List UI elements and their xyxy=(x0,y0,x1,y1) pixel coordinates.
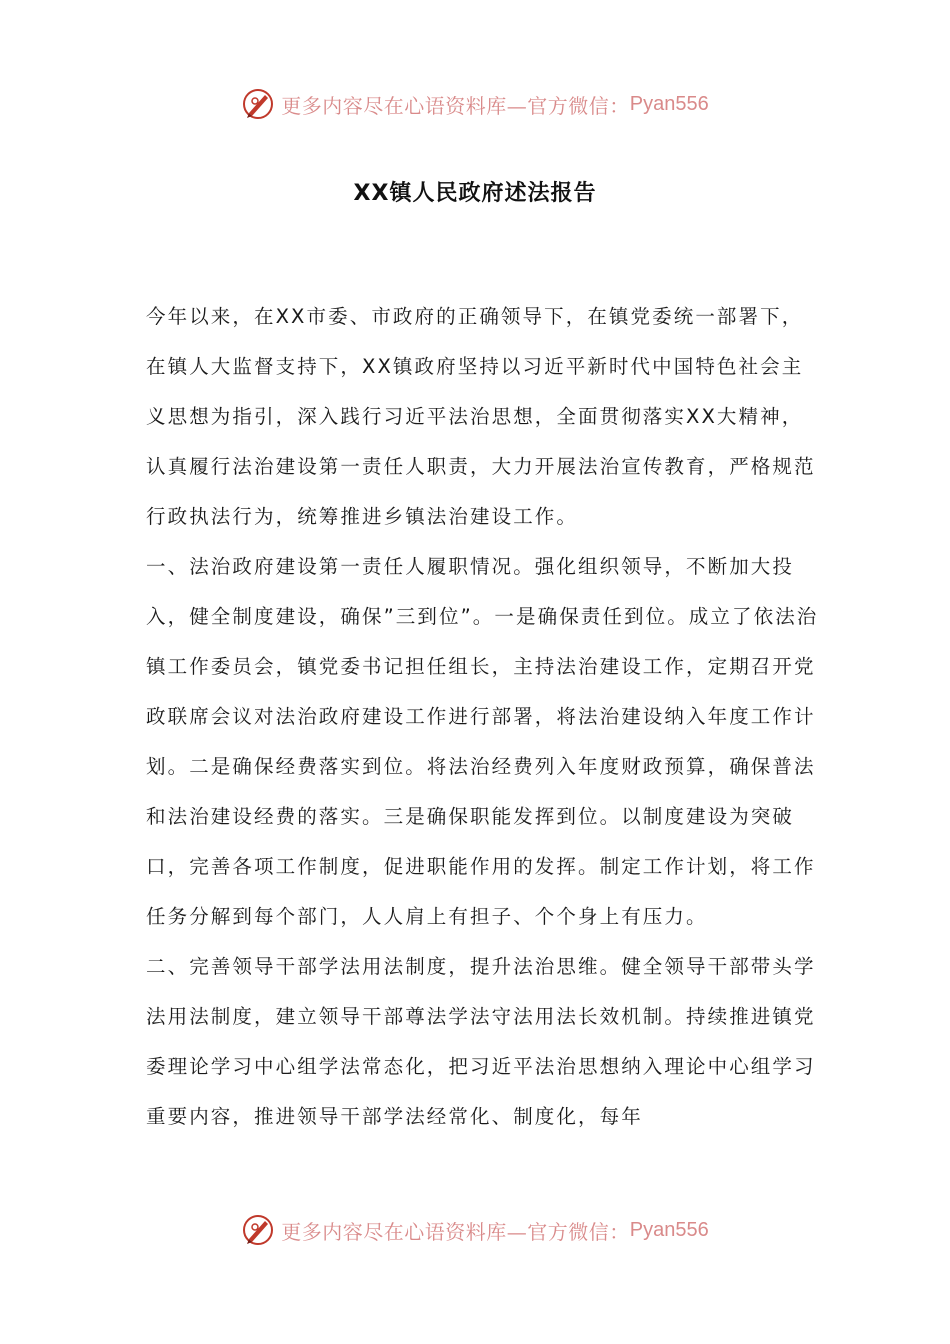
footer-watermark xyxy=(0,1210,950,1250)
watermark-wechat-id: Pyan556 xyxy=(629,1218,709,1241)
watermark-text: 更多内容尽在心语资料库—官方微信： xyxy=(281,93,630,118)
document-title: XX镇人民政府述法报告 xyxy=(353,181,597,206)
pen-logo-icon xyxy=(241,1213,275,1247)
document-body xyxy=(146,292,822,1142)
watermark-wechat-id: Pyan556 xyxy=(629,92,709,115)
header-watermark xyxy=(0,84,950,124)
paragraph-section-two: 二、完善领导干部学法用法制度，提升法治思维。健全领导干部带头学法用法制度，建立领导干部尊法学法守法用法长效机制。持续推进镇党委理论学习中心组学法常态化，把习近平法治思想纳入理论中心组学习重要内容，推进领导干部学法经常化、制度化，每年 xyxy=(146,955,816,1128)
pen-logo-icon xyxy=(241,87,275,121)
watermark-text: 更多内容尽在心语资料库—官方微信： xyxy=(281,1219,630,1244)
paragraph-section-one: 一、法治政府建设第一责任人履职情况。强化组织领导，不断加大投入，健全制度建设，确保”三到位”。一是确保责任到位。成立了依法治镇工作委员会，镇党委书记担任组长，主持法治建设工作，定期召开党政联席会议对法治政府建设工作进行部署，将法治建设纳入年度工作计划。二是确保经费落实到位。将法治经费列入年度财政预算，确保普法和法治建设经费的落实。三是确保职能发挥到位。以制度建设为突破口，完善各项工作制度，促进职能作用的发挥。制定工作计划，将工作任务分解到每个部门，人人肩上有担子、个个身上有压力。 xyxy=(146,555,819,928)
paragraph-intro: 今年以来，在XX市委、市政府的正确领导下，在镇党委统一部署下，在镇人大监督支持下，XX镇政府坚持以习近平新时代中国特色社会主义思想为指引，深入践行习近平法治思想，全面贯彻落实XX大精神，认真履行法治建设第一责任人职责，大力开展法治宣传教育，严格规范行政执法行为，统筹推进乡镇法治建设工作。 xyxy=(146,305,816,528)
